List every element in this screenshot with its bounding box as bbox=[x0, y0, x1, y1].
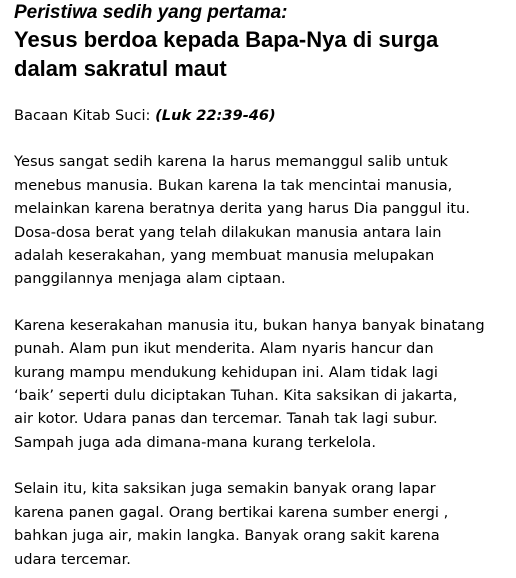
paragraph-line: Yesus sangat sedih karena Ia harus memanggul salib untuk bbox=[14, 153, 448, 171]
paragraph-line: menebus manusia. Bukan karena Ia tak mencintai manusia, bbox=[14, 176, 453, 194]
paragraph-line: bahkan juga air, makin langka. Banyak orang sakit karena bbox=[14, 527, 440, 545]
paragraph-line: Sampah juga ada dimana-mana kurang terkelola. bbox=[14, 433, 376, 451]
paragraph-line: melainkan karena beratnya derita yang harus Dia panggul itu. bbox=[14, 200, 471, 218]
page-title bbox=[14, 25, 510, 83]
document-page bbox=[14, 0, 510, 571]
paragraph-line: air kotor. Udara panas dan tercemar. Tanah tak lagi subur. bbox=[14, 410, 438, 428]
scripture-reference: (Luk 22:39-46) bbox=[155, 107, 276, 124]
paragraph-2 bbox=[14, 314, 510, 454]
reading-label: Bacaan Kitab Suci: bbox=[14, 107, 156, 124]
paragraph-line: udara tercemar. bbox=[14, 550, 131, 568]
paragraph-line: panggilannya menjaga alam ciptaan. bbox=[14, 270, 286, 288]
paragraph-1 bbox=[14, 150, 510, 290]
title-line: dalam sakratul maut bbox=[14, 56, 227, 81]
paragraph-line: Karena keserakahan manusia itu, bukan hanya banyak binatang bbox=[14, 316, 485, 334]
paragraph-line: ‘baik’ seperti dulu diciptakan Tuhan. Kita saksikan di jakarta, bbox=[14, 387, 458, 405]
paragraph-line: Selain itu, kita saksikan juga semakin banyak orang lapar bbox=[14, 480, 436, 498]
paragraph-line: kurang mampu mendukung kehidupan ini. Alam tidak lagi bbox=[14, 363, 438, 381]
title-line: Yesus berdoa kepada Bapa-Nya di surga bbox=[14, 27, 439, 52]
section-kicker: Peristiwa sedih yang pertama: bbox=[14, 2, 288, 23]
paragraph-line: Dosa-dosa berat yang telah dilakukan manusia antara lain bbox=[14, 223, 442, 241]
paragraph-3 bbox=[14, 477, 510, 571]
paragraph-line: karena panen gagal. Orang bertikai karena sumber energi , bbox=[14, 503, 449, 521]
scripture-reading bbox=[14, 104, 510, 127]
paragraph-line: punah. Alam pun ikut menderita. Alam nyaris hancur dan bbox=[14, 340, 434, 358]
paragraph-line: adalah keserakahan, yang membuat manusia melupakan bbox=[14, 247, 435, 265]
